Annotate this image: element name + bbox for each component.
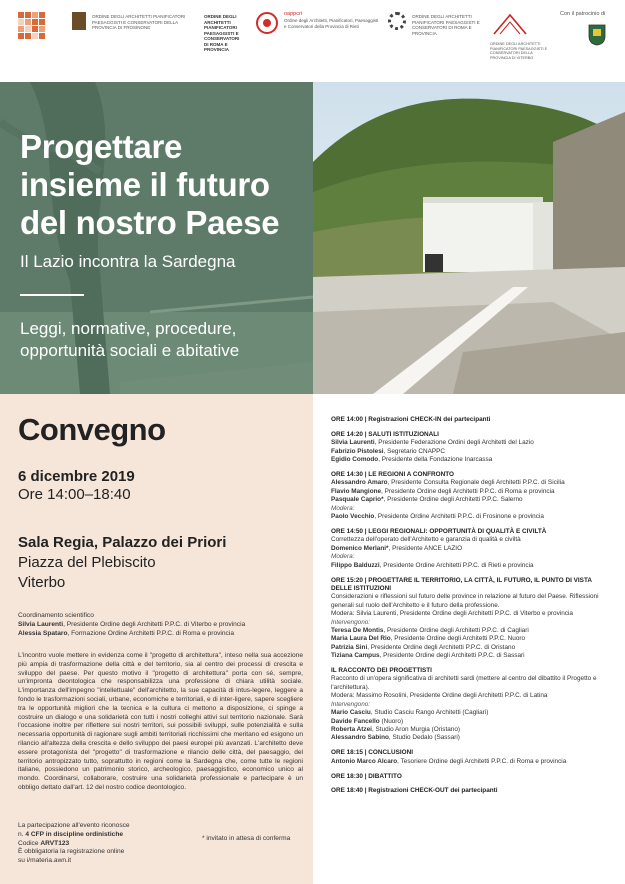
circle-logo-icon <box>256 12 278 34</box>
event-square: Piazza del Plebiscito <box>18 554 156 571</box>
program-line: Racconto di un'opera significativa di architetti sardi (mettere al centro del dibattito il Progetto e l'architettura). <box>331 675 597 691</box>
coord-person: Silvia Laurenti, Presidente Ordine degli Architetti P.P.C. di Viterbo e provincia <box>18 620 246 628</box>
architecture-photo <box>313 82 625 394</box>
program-item-heading: ORE 15:20 | PROGETTARE IL TERRITORIO, LA CITTÀ, IL FUTURO, IL PUNTO DI VISTA DELLE ISTITUZIONI <box>331 576 592 592</box>
coord-label: Coordinamento scientifico <box>18 612 94 619</box>
cfp-info: La partecipazione all'evento riconosce n. 4 CFP in discipline ordinistiche Codice ARVT123 È obbligatoria la registrazione online su i/materia.awn.it <box>18 822 168 866</box>
hero-divider <box>20 294 84 296</box>
program-item <box>331 528 613 570</box>
program-line: Teresa De Montis, Presidente Ordine degli Architetti P.P.C. di Cagliari <box>331 626 529 634</box>
hero-subtitle: Il Lazio incontra la Sardegna <box>20 252 236 271</box>
event-time: Ore 14:00–18:40 <box>18 486 131 503</box>
program-item <box>331 773 613 781</box>
program-item-heading: ORE 14:00 | Registrazioni CHECK-IN dei partecipanti <box>331 416 491 423</box>
program-line: Intervengono: <box>331 618 371 626</box>
ordine-mark-icon <box>72 12 86 30</box>
program-line: Modera: <box>331 504 355 512</box>
hero-overlay-panel <box>0 82 313 394</box>
program-line: Roberta Atzei, Studio Aron Murgia (Oristano) <box>331 725 461 733</box>
event-type-heading: Convegno <box>18 412 166 447</box>
program-line: Considerazioni e riflessioni sul futuro delle province in relazione al futuro del Paese. Riflessioni generali sul ruolo dell'Architetto e il futuro della professione. <box>331 593 599 609</box>
program-line: Correttezza dell'operato dell'Architetto e garanzia di qualità e civiltà <box>331 536 521 544</box>
hero-tagline: Leggi, normative, procedure, opportunità sociali e abitative <box>20 319 240 360</box>
gear-logo-icon <box>388 12 406 30</box>
program-line: Paolo Vecchio, Presidente Ordine Architetti P.P.C. di Frosinone e provincia <box>331 513 544 521</box>
program-line: Flavio Mangione, Presidente Ordine degli Architetti P.P.C. di Roma e provincia <box>331 487 555 495</box>
program-item-heading: ORE 14:30 | LE REGIONI A CONFRONTO <box>331 471 454 479</box>
event-description: L'incontro vuole mettere in evidenza come il "progetto di architettura", inteso nella sua accezione più ampia di trasformazione della città e del territorio, sia al centro dei processi di crescita e sviluppo del paese. Per questo motivo il "progetto di architettura" porta con sé, sempre, un'impronta deontologica che responsabilizza una professione di chiara utilità sociale. L'importanza dell'impegno "intellettuale" dell'architetto, la sue capacità di intus-legere, leggere a fondo le trasformazioni sociali, urbane, economiche e territoriali, e di inter-ligere, sapere scegliere tra le opportunità migliori che la tecnica e la cultura ci mettono a disposizione, ci spinge a costruire un dialogo e una solidarietà con tutti i nostri colleghi attivi sul territorio nazionale. Sarà l'occasione inoltre per riflettere sui nostri territori, sui possibili sviluppi, sulle potenzialità e sulla necessaria opportunità di ragionare sugli ambiti territoriali ricchissimi che meritano ed esigono un rilancio all'altezza della crescita e dello sviluppo dei paesi europei più avanzati. L'architetto deve essere protagonista del "progetto" di trasformazione e rilancio delle città, del paesaggio, del territorio antropizzato tutto, soprattutto in regioni come la Sardegna che, come tutte le regioni italiane, possiedono un patrimonio storico, archeologico, paesaggistico, economico unico al mondo. Coordinarsi, collaborare, costruire una solidarietà professionale e partecipare è un obbligo dettato dall'art. 12 del nostro codice deontologico. <box>18 652 303 791</box>
event-date: 6 dicembre 2019 <box>18 468 135 485</box>
hero-title: Progettare insieme il futuro del nostro Paese <box>20 128 280 241</box>
program-item <box>331 749 613 766</box>
landscape-photo-image <box>313 82 625 394</box>
logo-bar: ORDINE DEGLI ARCHITETTI PIANIFICATORI PAESAGGISTI E CONSERVATORI DELLA PROVINCIA DI FROSINONE ORDINE DEGLI ARCHITETTI PIANIFICATORI PAESAGGISTI E CONSERVATORI DI ROMA E PROVINCIA oappcri Ordine degli Architetti, Pianificatori, Paesaggisti e Conservatori della Provincia di Rieti ORDINE DEGLI ARCHITETTI PIANIFICATORI PAESAGGISTI E CONSERVATORI DI ROMA E PROVINCIA ORDINE DEGLI ARCHITETTI PIANIFICATORI PAESAGGISTI E CONSERVATORI DELLA PROVINCIA DI VITERBO Con il patrocinio di <box>0 0 625 82</box>
program-line: Alessandro Sabino, Studio Dedalo (Sassari) <box>331 734 460 742</box>
event-info-panel <box>0 394 313 884</box>
program-item-heading: ORE 18:40 | Registrazioni CHECK-OUT dei partecipanti <box>331 787 498 795</box>
event-venue: Sala Regia, Palazzo dei Priori <box>18 534 227 551</box>
program-line: Fabrizio Pistolesi, Segretario CNAPPC <box>331 447 446 455</box>
scientific-coordination <box>18 612 303 638</box>
program-item-heading: ORE 14:50 | LEGGI REGIONALI: OPPORTUNITÀ DI QUALITÀ E CIVILTÀ <box>331 527 547 535</box>
program-line: Patrizia Sini, Presidente Ordine degli Architetti P.P.C. di Oristano <box>331 643 516 651</box>
program-line: Alessandro Amaro, Presidente Consulta Regionale degli Architetti P.P.C. di Sicilia <box>331 479 565 487</box>
registration-link[interactable]: su i/materia.awn.it <box>18 857 72 865</box>
event-city: Viterbo <box>18 574 66 591</box>
program-panel <box>313 394 625 884</box>
program-item-heading: ORE 18:15 | CONCLUSIONI <box>331 749 414 757</box>
crest-icon <box>588 24 606 46</box>
program-line: Davide Fancello (Nuoro) <box>331 717 404 725</box>
program-line: Intervengono: <box>331 700 371 708</box>
program-item-heading: ORE 18:30 | DIBATTITO <box>331 772 402 780</box>
program-item <box>331 416 613 424</box>
mosaic-icon <box>18 12 45 39</box>
program-item-heading: ORE 14:20 | SALUTI ISTITUZIONALI <box>331 430 439 438</box>
coord-person: Alessia Spataro, Formazione Ordine Architetti P.P.C. di Roma e provincia <box>18 629 234 637</box>
program-item <box>331 667 613 743</box>
program-item <box>331 471 613 521</box>
program-line: Domenico Merlani*, Presidente ANCE LAZIO <box>331 544 463 552</box>
event-details-section <box>0 394 625 884</box>
program-line: Modera: Massimo Rosolini, Presidente Ordine degli Architetti P.P.C. di Latina <box>331 692 548 700</box>
program-line: Tiziana Campus, Presidente Ordine degli Architetti P.P.C. di Sassari <box>331 652 525 660</box>
program-item <box>331 787 613 795</box>
program-line: Mario Casciu, Studio Casciu Rango Architetti (Cagliari) <box>331 709 489 717</box>
program-item-heading: IL RACCONTO DEI PROGETTISTI <box>331 667 432 675</box>
program-item <box>331 431 613 465</box>
hero-banner <box>0 82 625 394</box>
viterbo-logo-icon <box>490 12 530 38</box>
program-line: Pasquale Caprio*, Presidente Ordine degli Architetti P.P.C. Salerno <box>331 496 523 504</box>
program-list <box>331 416 613 802</box>
program-line: Egidio Comodo, Presidente della Fondazione Inarcassa <box>331 456 493 464</box>
program-line: Maria Laura Del Rio, Presidente Ordine degli Architetti P.P.C. Nuoro <box>331 635 526 643</box>
program-line: Filippo Balduzzi, Presidente Ordine Architetti P.P.C. di Rieti e provincia <box>331 561 534 569</box>
program-line: Silvia Laurenti, Presidente Federazione Ordini degli Architetti del Lazio <box>331 439 534 447</box>
program-line: Modera: <box>331 553 355 561</box>
footnote: * invitato in attesa di conferma <box>202 835 291 842</box>
program-item <box>331 577 613 661</box>
program-line: Modera: Silvia Laurenti, Presidente Ordine degli Architetti P.P.C. di Viterbo e provincia <box>331 610 573 618</box>
program-line: Antonio Marco Alcaro, Tesoriere Ordine degli Architetti P.P.C. di Roma e provincia <box>331 757 567 765</box>
